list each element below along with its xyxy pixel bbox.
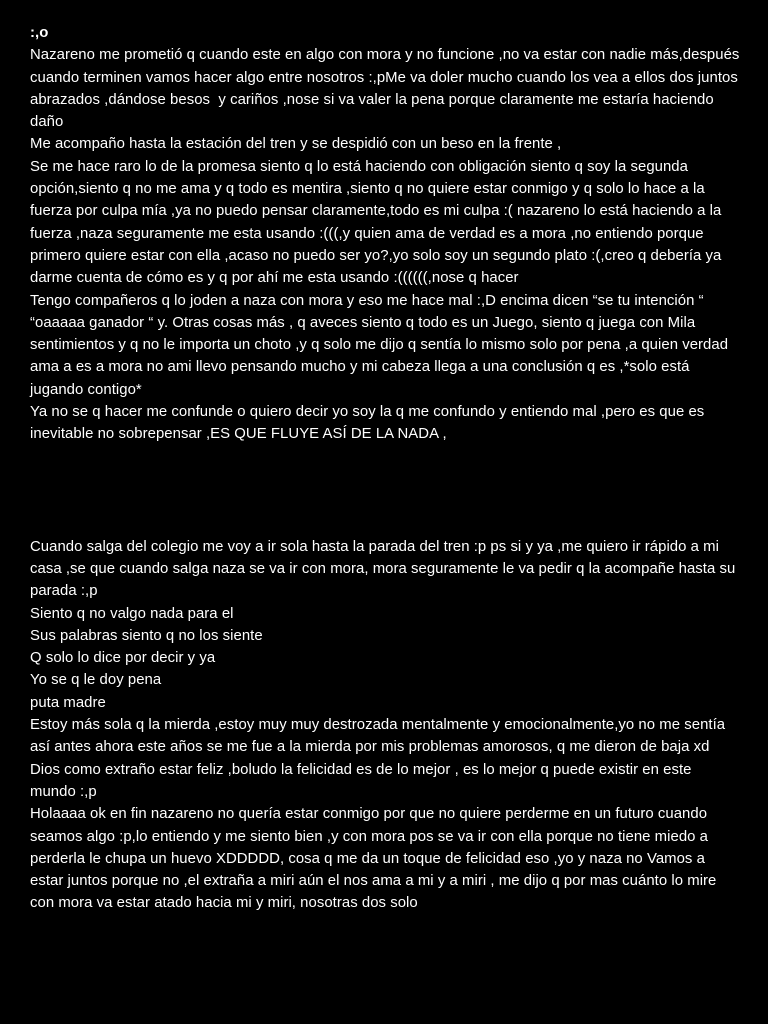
note-paragraph: Se me hace raro lo de la promesa siento q lo está haciendo con obligación siento q soy la segunda opción,siento q no me ama y q todo es mentira ,siento q no quiere estar conmigo y q solo lo hace a la fuerza por culpa mía ,ya no puedo pensar claramente,todo es mi culpa :( nazareno lo está haciendo a la fuerza ,naza seguramente me esta usando :(((,y quien ama de verdad es a mora ,no entiendo porque primero quiere estar con ella ,acaso no puedo ser yo?,yo solo soy un segundo plato :(,creo q debería ya darme cuenta de cómo es y q por ahí me esta usando :((((((,nose q hacer bbox=[30, 158, 726, 287]
note-block-2 bbox=[30, 536, 740, 915]
note-paragraph: Me acompaño hasta la estación del tren y se despidió con un beso en la frente , bbox=[30, 136, 562, 153]
note-paragraph: Sus palabras siento q no los siente bbox=[30, 627, 263, 644]
note-title: :,o bbox=[30, 25, 49, 41]
note-paragraph: Q solo lo dice por decir y ya bbox=[30, 650, 216, 667]
note-paragraph: Holaaaa ok en fin nazareno no quería estar conmigo por que no quiere perderme en un futuro cuando seamos algo :p,lo entiendo y me siento bien ,y con mora pos se va ir con ella porque no tiene miedo a perderla le chupa un huevo XDDDDD, cosa q me da un toque de felicidad eso ,yo y naza no Vamos a estar juntos porque no ,el extraña a miri aún el nos ama a mi y a miri , me dijo q por mas cuánto lo mire con mora va estar atado hacia mi y miri, nosotras dos solo bbox=[30, 806, 721, 912]
note-paragraph: Dios como extraño estar feliz ,boludo la felicidad es de lo mejor , es lo mejor q puede existir en este mundo :,p bbox=[30, 761, 696, 800]
note-body[interactable] bbox=[30, 22, 744, 915]
note-paragraph: Cuando salga del colegio me voy a ir sola hasta la parada del tren :p ps si y ya ,me quiero ir rápido a mi casa ,se que cuando salga naza se va ir con mora, mora seguramente le va pedir q la acompañe hasta su parada :,p bbox=[30, 538, 740, 600]
note-paragraph: puta madre bbox=[30, 694, 106, 711]
note-paragraph: Yo se q le doy pena bbox=[30, 672, 162, 689]
note-paragraph: Nazareno me prometió q cuando este en algo con mora y no funcione ,no va estar con nadie más,después cuando terminen vamos hacer algo entre nosotros :,pMe va doler mucho cuando los vea a ellos dos juntos abrazados ,dándose besos y cariños ,nose si va valer la pena porque claramente me estaría haciendo daño bbox=[30, 47, 744, 131]
blank-space bbox=[30, 446, 740, 536]
note-paragraph: Estoy más sola q la mierda ,estoy muy muy destrozada mentalmente y emocionalmente,yo no me sentía así antes ahora este años se me fue a la mierda por mis problemas amorosos, q me dieron de baja xd bbox=[30, 717, 730, 756]
note-paragraph: Tengo compañeros q lo joden a naza con mora y eso me hace mal :,D encima dicen “se tu intención “ “oaaaaa ganador “ y. Otras cosas más , q aveces siento q todo es un Juego, siento q juega con Mila sentimientos y q no le importa un choto ,y q solo me dijo q sentía lo mismo solo por pena ,a quien verdad ama a es a mora no ami llevo pensando mucho y mi cabeza llega a una conclusión q es ,*solo está jugando contigo* bbox=[30, 292, 733, 398]
note-paragraph: Ya no se q hacer me confunde o quiero decir yo soy la q me confundo y entiendo mal ,pero es que es inevitable no sobrepensar ,ES QUE FLUYE ASÍ DE LA NADA , bbox=[30, 404, 709, 443]
note-block-1 bbox=[30, 44, 744, 445]
note-paragraph: Siento q no valgo nada para el bbox=[30, 605, 234, 622]
